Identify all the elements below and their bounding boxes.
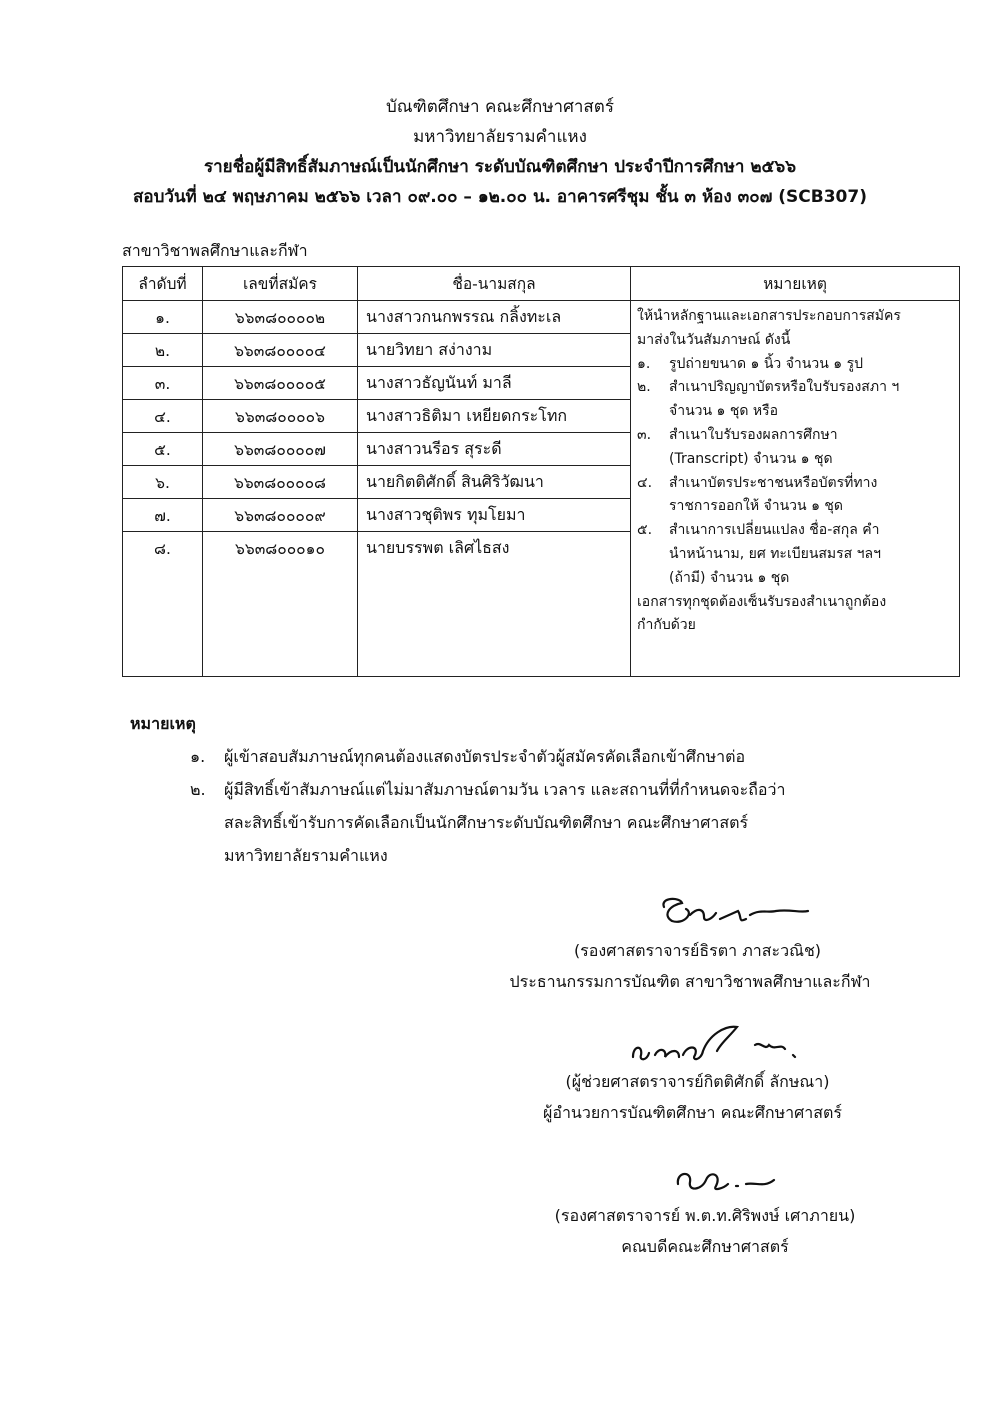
table-header-row xyxy=(123,267,960,301)
note-text: สละสิทธิ์เข้ารับการคัดเลือกเป็นนักศึกษาระดับบัณฑิตศึกษา คณะศึกษาศาสตร์ xyxy=(224,813,749,832)
remark-item-text: จำนวน ๑ ชุด หรือ xyxy=(669,403,779,420)
signatory-name: (รองศาสตราจารย์ พ.ต.ท.ศิริพงษ์ เศาภายน) xyxy=(554,1206,856,1225)
remark-item-text: (Transcript) จำนวน ๑ ชุด xyxy=(669,450,833,467)
signatory-2 xyxy=(0,1066,1000,1128)
cell-app-id: ๖๖๓๘๐๐๐๐๕ xyxy=(203,367,358,400)
remark-item-number: ๒. xyxy=(637,379,651,396)
remark-outro: เอกสารทุกชุดต้องเซ็นรับรองสำเนาถูกต้อง xyxy=(637,593,887,610)
signature-1-handwritten xyxy=(650,893,820,938)
remark-item xyxy=(637,424,951,472)
signatory-name: (รองศาสตราจารย์ธิรตา ภาสะวณิช) xyxy=(573,941,822,960)
cell-no: ๕. xyxy=(123,433,203,466)
remark-item-text: สำเนาการเปลี่ยนแปลง ชื่อ-สกุล คำ xyxy=(669,522,880,539)
cell-app-id: ๖๖๓๘๐๐๐๐๔ xyxy=(203,334,358,367)
signature-2-handwritten xyxy=(625,1015,825,1070)
cell-name: นางสาวธัญนันท์ มาลี xyxy=(358,367,631,400)
signatory-position: ผู้อำนวยการบัณฑิตศึกษา คณะศึกษาศาสตร์ xyxy=(542,1103,843,1122)
remark-item-text: รูปถ่ายขนาด ๑ นิ้ว จำนวน ๑ รูป xyxy=(669,355,863,372)
program-title: สาขาวิชาพลศึกษาและกีฬา xyxy=(122,241,308,260)
note-number: ๒. xyxy=(190,780,206,799)
cell-app-id: ๖๖๓๘๐๐๐๐๘ xyxy=(203,466,358,499)
cell-app-id: ๖๖๓๘๐๐๐๑๐ xyxy=(203,532,358,677)
remark-cell xyxy=(631,301,960,677)
signatory-position: คณบดีคณะศึกษาศาสตร์ xyxy=(621,1237,789,1256)
cell-app-id: ๖๖๓๘๐๐๐๐๗ xyxy=(203,433,358,466)
remark-item-text: นำหน้านาม, ยศ ทะเบียนสมรส ฯลฯ xyxy=(669,545,881,562)
cell-app-id: ๖๖๓๘๐๐๐๐๖ xyxy=(203,400,358,433)
cell-no: ๗. xyxy=(123,499,203,532)
signatory-name: (ผู้ช่วยศาสตราจารย์กิตติศักดิ์ ลักษณา) xyxy=(565,1072,830,1091)
remark-intro: มาส่งในวันสัมภาษณ์ ดังนี้ xyxy=(637,331,791,348)
signature-3-handwritten xyxy=(668,1160,788,1200)
cell-name: นายกิตติศักดิ์ สินศิริวัฒนา xyxy=(358,466,631,499)
cell-no: ๑. xyxy=(123,301,203,334)
note-item xyxy=(130,740,786,773)
remark-item-text: สำเนาบัตรประชาชนหรือบัตรที่ทาง xyxy=(669,474,878,491)
cell-app-id: ๖๖๓๘๐๐๐๐๒ xyxy=(203,301,358,334)
remark-item xyxy=(637,519,951,590)
cell-no: ๘. xyxy=(123,532,203,677)
remark-item xyxy=(637,376,951,424)
cell-no: ๖. xyxy=(123,466,203,499)
signatory-position: ประธานกรรมการบัณฑิต สาขาวิชาพลศึกษาและกีฬา xyxy=(509,972,871,991)
cell-name: นางสาวกนกพรรณ กลิ้งทะเล xyxy=(358,301,631,334)
notes-section xyxy=(130,708,786,872)
cell-name: นายวิทยา สง่างาม xyxy=(358,334,631,367)
document-header xyxy=(0,92,1000,212)
candidate-table xyxy=(122,266,960,677)
cell-name: นางสาวนรีอร สุระดี xyxy=(358,433,631,466)
remark-outro: กำกับด้วย xyxy=(637,617,696,634)
signatory-1 xyxy=(0,935,1000,997)
table-row xyxy=(123,301,960,334)
notes-title: หมายเหตุ xyxy=(130,714,196,733)
remark-item-text: ราชการออกให้ จำนวน ๑ ชุด xyxy=(669,498,843,515)
note-text: มหาวิทยาลัยรามคำแหง xyxy=(224,846,388,865)
remark-intro: ให้นำหลักฐานและเอกสารประกอบการสมัคร xyxy=(637,308,901,324)
remark-item-number: ๕. xyxy=(637,522,653,539)
note-item xyxy=(130,773,786,872)
remark-item-number: ๑. xyxy=(637,355,651,372)
announcement-title: รายชื่อผู้มีสิทธิ์สัมภาษณ์เป็นนักศึกษา ระดับบัณฑิตศึกษา ประจำปีการศึกษา ๒๕๖๖ xyxy=(203,157,796,177)
remark-item-text: สำเนาปริญญาบัตรหรือใบรับรองสภา ฯ xyxy=(669,379,900,396)
note-number: ๑. xyxy=(190,747,206,766)
cell-no: ๓. xyxy=(123,367,203,400)
cell-no: ๒. xyxy=(123,334,203,367)
remark-item xyxy=(637,472,951,520)
header-app-id: เลขที่สมัคร xyxy=(203,267,358,301)
cell-no: ๔. xyxy=(123,400,203,433)
header-no: ลำดับที่ xyxy=(123,267,203,301)
cell-name: นายบรรพต เลิศไธสง xyxy=(358,532,631,677)
remark-item-text: สำเนาใบรับรองผลการศึกษา xyxy=(669,426,838,443)
remark-item-number: ๓. xyxy=(637,426,652,443)
exam-schedule-line: สอบวันที่ ๒๔ พฤษภาคม ๒๕๖๖ เวลา ๐๙.๐๐ – ๑๒.๐๐ น. อาคารศรีชุม ชั้น ๓ ห้อง ๓๐๗ (SCB307) xyxy=(133,187,867,207)
signatory-3 xyxy=(0,1200,1000,1262)
note-text: ผู้เข้าสอบสัมภาษณ์ทุกคนต้องแสดงบัตรประจำตัวผู้สมัครคัดเลือกเข้าศึกษาต่อ xyxy=(224,747,746,766)
remark-item-text: (ถ้ามี) จำนวน ๑ ชุด xyxy=(669,569,790,586)
header-remark: หมายเหตุ xyxy=(631,267,960,301)
cell-name: นางสาวชุติพร ทุมโยมา xyxy=(358,499,631,532)
cell-name: นางสาวธิติมา เหยียดกระโทก xyxy=(358,400,631,433)
faculty-line: บัณฑิตศึกษา คณะศึกษาศาสตร์ xyxy=(386,97,614,117)
remark-item-number: ๔. xyxy=(637,474,653,491)
header-name: ชื่อ-นามสกุล xyxy=(358,267,631,301)
university-line: มหาวิทยาลัยรามคำแหง xyxy=(413,127,587,147)
note-text: ผู้มีสิทธิ์เข้าสัมภาษณ์แต่ไม่มาสัมภาษณ์ตามวัน เวลาร และสถานที่ที่กำหนดจะถือว่า xyxy=(224,780,786,799)
cell-app-id: ๖๖๓๘๐๐๐๐๙ xyxy=(203,499,358,532)
remark-item xyxy=(637,353,951,377)
